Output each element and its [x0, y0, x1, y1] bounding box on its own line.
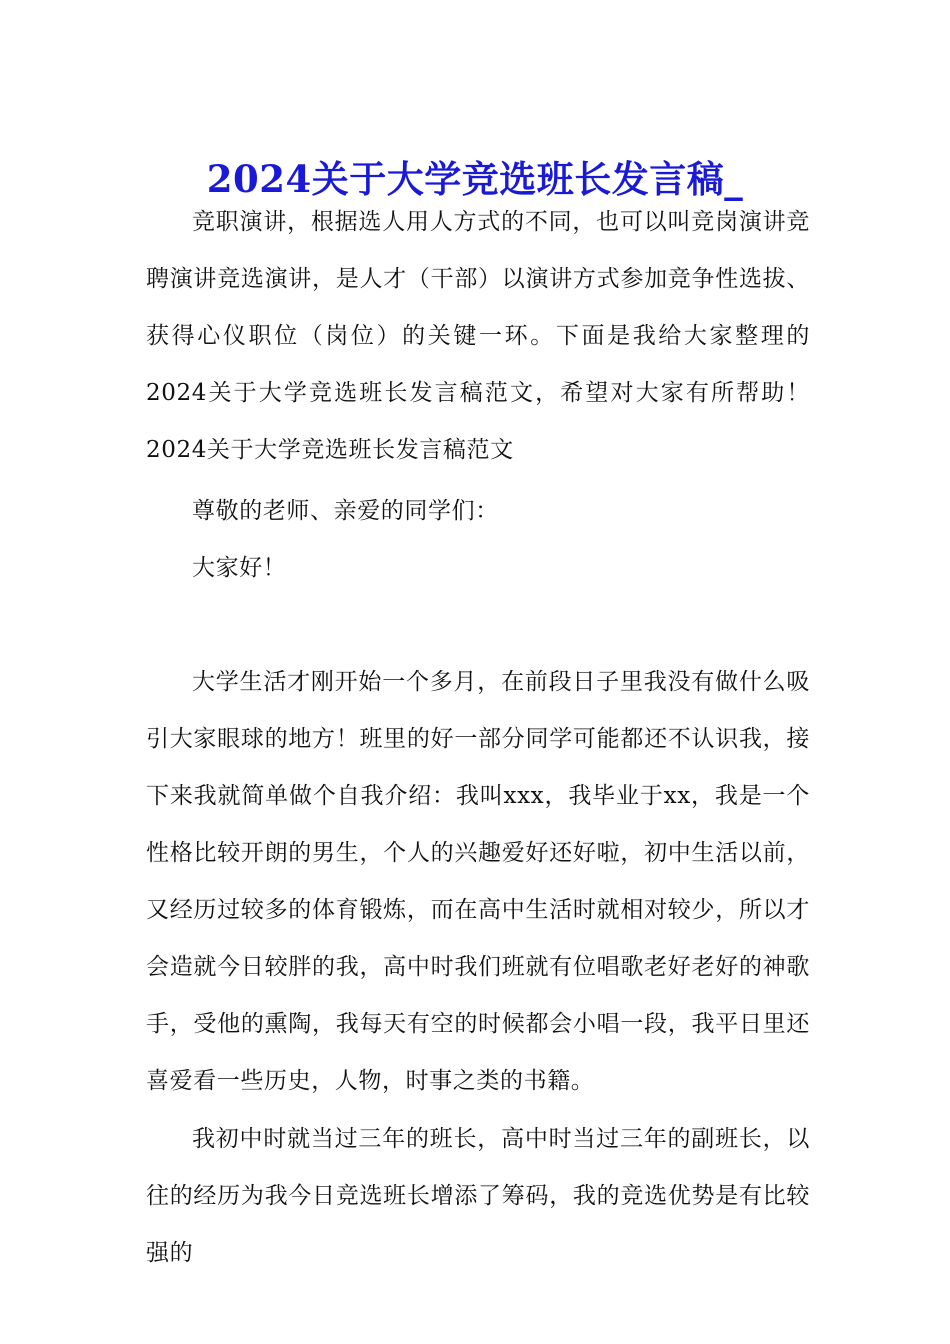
paragraph-salutation: 尊敬的老师、亲爱的同学们：: [192, 498, 499, 524]
paragraph-intro: 竞职演讲，根据选人用人方式的不同，也可以叫竞岗演讲竞聘演讲竞选演讲，是人才（干部）以演讲方式参加竞争性选拔、获得心仪职位（岗位）的关键一环。下面是我给大家整理的2024关于大学竞选班长发言稿范文，希望对大家有所帮助！2024关于大学竞选班长发言稿范文: [146, 209, 810, 463]
paragraph-experience: 我初中时就当过三年的班长，高中时当过三年的副班长，以往的经历为我今日竞选班长增添了筹码，我的竞选优势是有比较强的: [146, 1126, 810, 1266]
paragraph-self-introduction: 大学生活才刚开始一个多月，在前段日子里我没有做什么吸引大家眼球的地方！班里的好一部分同学可能都还不认识我，接下来我就简单做个自我介绍：我叫xxx，我毕业于xx，我是一个性格比较开朗的男生，个人的兴趣爱好还好啦，初中生活以前，又经历过较多的体育锻炼，而在高中生活时就相对较少，所以才会造就今日较胖的我，高中时我们班就有位唱歌老好老好的神歌手，受他的熏陶，我每天有空的时候都会小唱一段，我平日里还喜爱看一些历史，人物，时事之类的书籍。: [146, 669, 810, 1094]
paragraph-greeting: 大家好！: [192, 555, 287, 581]
document-title: 2024关于大学竞选班长发言稿_: [206, 156, 744, 201]
